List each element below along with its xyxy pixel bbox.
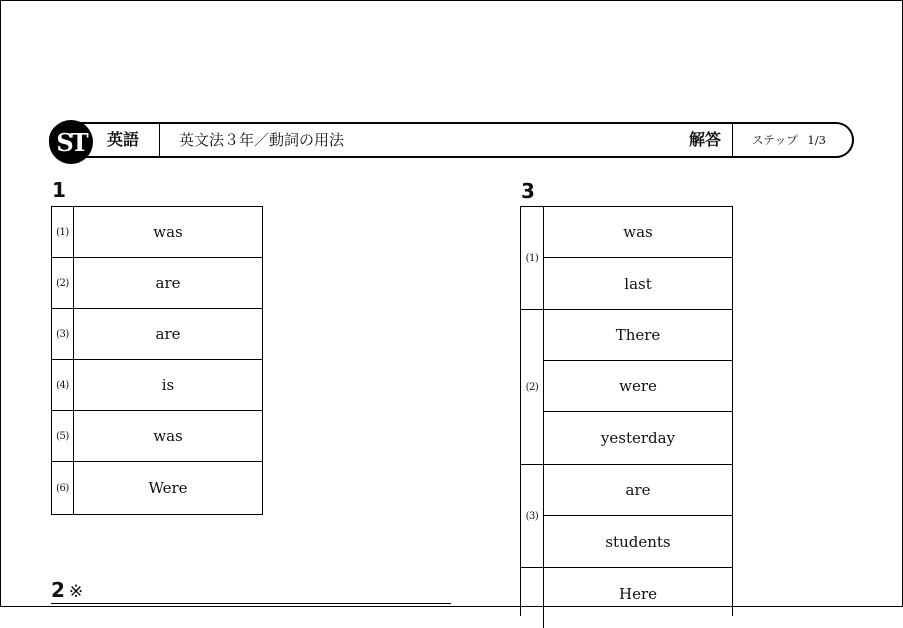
answer-cell: was	[544, 207, 732, 258]
worksheet-title: 英文法３年／動詞の用法	[179, 131, 345, 149]
answer-cell: were	[544, 361, 732, 412]
question-label	[521, 568, 544, 628]
question-label: (2)	[521, 310, 544, 464]
st-logo	[49, 120, 93, 164]
question-group	[521, 568, 732, 628]
section-1-number: 1	[52, 178, 66, 202]
answer-cell: are	[155, 274, 181, 292]
answer-cell: is	[161, 376, 175, 394]
reference-mark: ※	[68, 582, 84, 602]
section-3-answer-table	[520, 206, 733, 616]
answer-cell: Here	[618, 584, 657, 603]
question-label: (3)	[52, 309, 74, 359]
header-divider	[732, 124, 733, 156]
answer-cell: There	[544, 310, 732, 361]
question-group	[521, 207, 732, 310]
table-row	[52, 462, 262, 514]
question-label: (6)	[52, 462, 74, 514]
question-label: (5)	[52, 411, 74, 461]
answer-cell: Were	[148, 479, 188, 497]
table-row	[52, 258, 262, 309]
question-label: (2)	[52, 258, 74, 308]
section-3-number: 3	[521, 179, 535, 203]
answer-label: 解答	[689, 130, 722, 149]
question-label: (1)	[52, 207, 74, 257]
answer-cell: are	[544, 465, 732, 516]
header-divider	[159, 124, 160, 156]
answer-cell: was	[153, 223, 183, 241]
logo-text: ST	[56, 127, 86, 157]
answer-cell: was	[153, 427, 183, 445]
question-group	[521, 465, 732, 568]
table-row	[52, 207, 262, 258]
section-1-answer-table	[51, 206, 263, 515]
question-group	[521, 310, 732, 465]
table-row	[52, 309, 262, 360]
table-row	[52, 411, 262, 462]
answer-cell: students	[605, 532, 671, 551]
table-row	[52, 360, 262, 411]
question-label: (1)	[521, 207, 544, 309]
question-label: (4)	[52, 360, 74, 410]
worksheet-header	[49, 122, 854, 158]
section-2-heading	[51, 580, 83, 602]
step-indicator: ステップ 1/3	[752, 133, 826, 147]
answer-cell: last	[624, 274, 652, 293]
subject-label: 英語	[107, 130, 140, 149]
question-label: (3)	[521, 465, 544, 567]
answer-cell: are	[155, 325, 181, 343]
answer-cell: yesterday	[600, 428, 676, 447]
section-2-number: 2	[51, 578, 65, 602]
section-2-rule	[51, 603, 451, 604]
